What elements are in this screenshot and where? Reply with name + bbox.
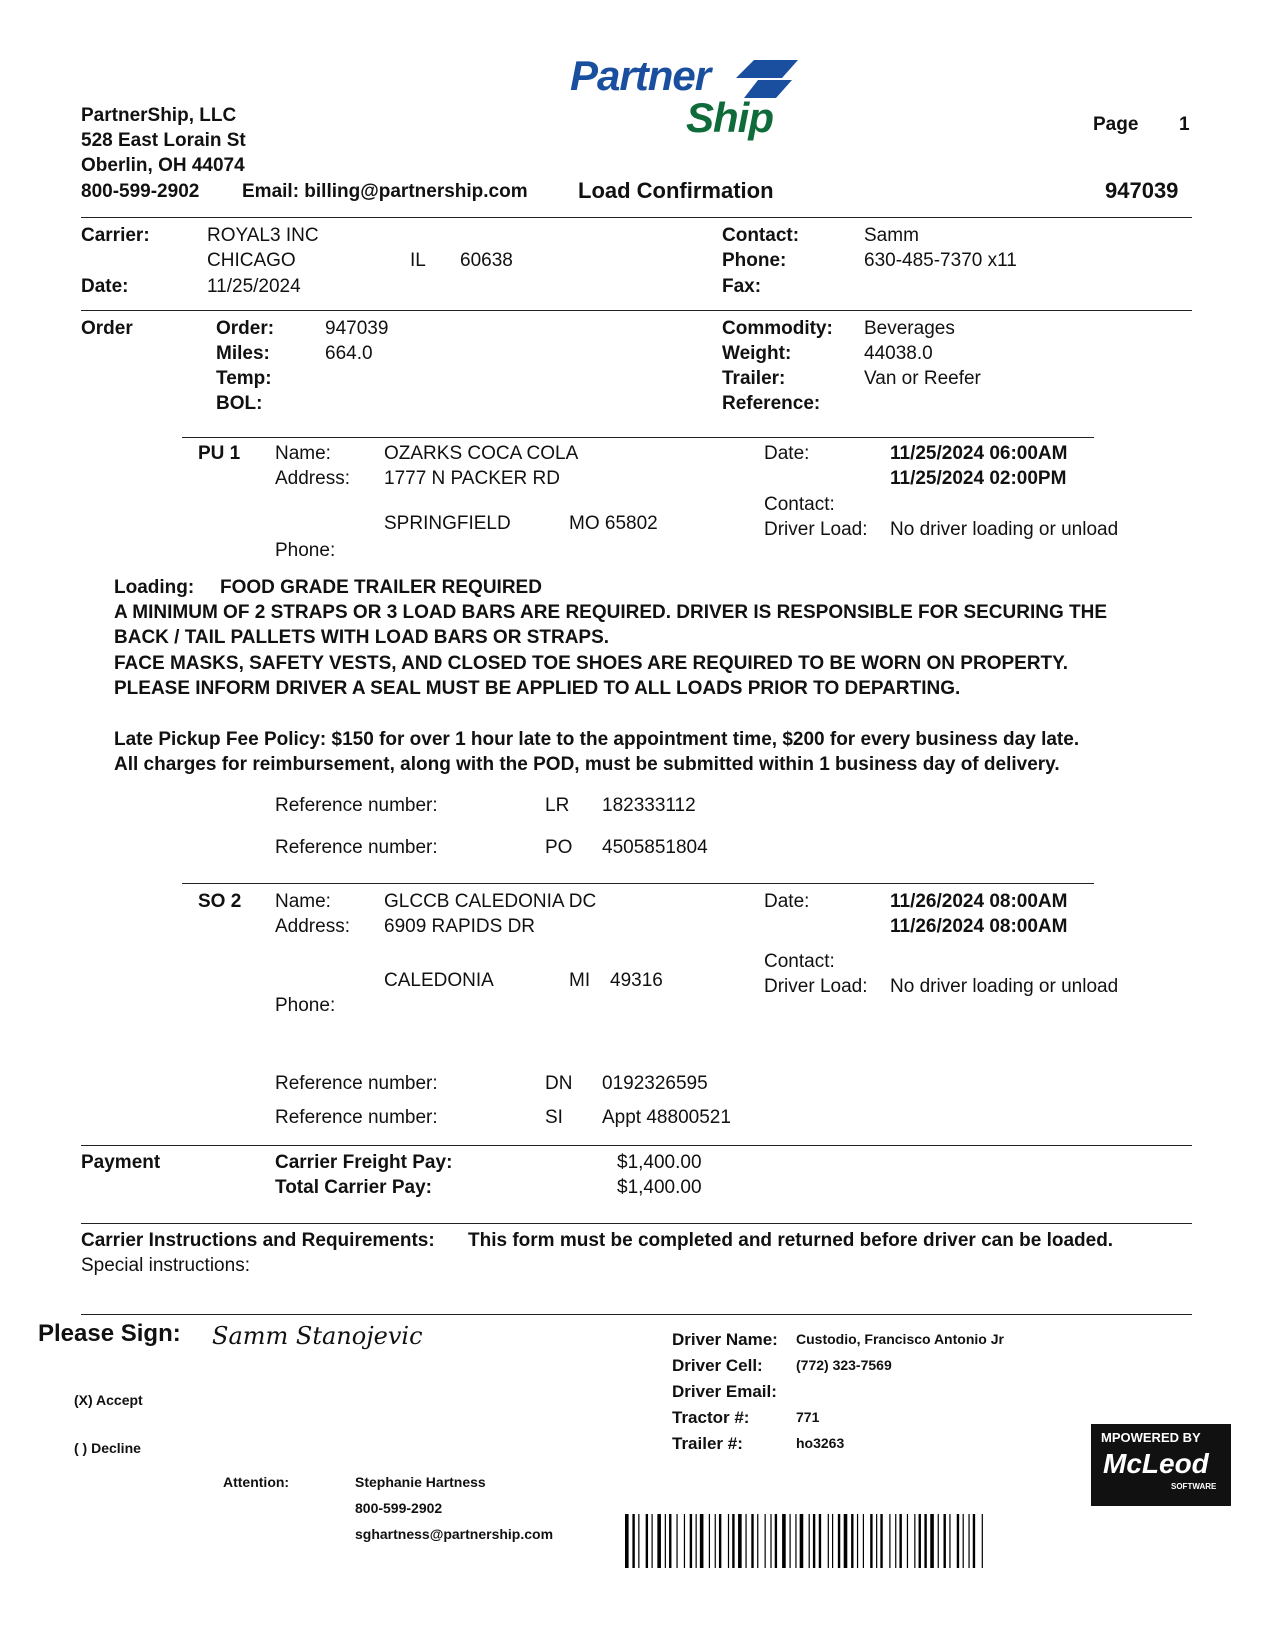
- barcode-bar: [657, 1514, 661, 1568]
- stop2-address: 6909 RAPIDS DR: [384, 916, 536, 937]
- stop2-date-2: 11/26/2024 08:00AM: [890, 916, 1068, 937]
- attention-email[interactable]: sghartness@partnership.com: [355, 1526, 554, 1542]
- powered-by-text: MPOWERED BY: [1101, 1430, 1201, 1445]
- barcode-bar: [914, 1514, 915, 1568]
- divider: [81, 310, 1192, 311]
- barcode-bar: [775, 1514, 777, 1568]
- stop2-label: SO 2: [198, 891, 242, 912]
- contact-label: Contact:: [722, 225, 800, 246]
- barcode-bar: [949, 1514, 950, 1568]
- barcode-bar: [770, 1514, 771, 1568]
- stop2-driver-load-label: Driver Load:: [764, 976, 868, 997]
- temp-label: Temp:: [216, 368, 272, 389]
- mcleod-logo: [1091, 1424, 1231, 1506]
- stop2-city: CALEDONIA: [384, 970, 494, 991]
- tractor-label: Tractor #:: [672, 1408, 750, 1427]
- company-street: 528 East Lorain St: [81, 130, 246, 151]
- trailer-number-label: Trailer #:: [672, 1434, 743, 1453]
- miles-value: 664.0: [325, 343, 373, 364]
- total-pay-label: Total Carrier Pay:: [275, 1177, 432, 1198]
- attention-label: Attention:: [223, 1474, 290, 1490]
- barcode-bar: [684, 1514, 685, 1568]
- document-title: Load Confirmation: [578, 178, 774, 203]
- pickup-name-label: Name:: [275, 443, 331, 464]
- barcode-bar: [665, 1514, 666, 1568]
- barcode-bar: [924, 1514, 926, 1568]
- barcode-bar: [715, 1514, 716, 1568]
- company-city: Oberlin, OH 44074: [81, 155, 245, 176]
- barcode-bar: [876, 1514, 877, 1568]
- instructions-requirement: This form must be completed and returned before driver can be loaded.: [468, 1230, 1114, 1251]
- order-label: Order:: [216, 318, 275, 339]
- stop2-contact-label: Contact:: [764, 951, 835, 972]
- decline-option[interactable]: ( ) Decline: [74, 1440, 141, 1456]
- reference-type: SI: [545, 1107, 563, 1128]
- company-name: PartnerShip, LLC: [81, 105, 237, 126]
- barcode-bar: [832, 1514, 833, 1568]
- barcode-bar: [919, 1514, 921, 1568]
- barcode-bar: [899, 1514, 901, 1568]
- weight-value: 44038.0: [864, 343, 933, 364]
- company-phone: 800-599-2902: [81, 181, 200, 202]
- barcode-bar: [700, 1514, 704, 1568]
- barcode-bar: [732, 1514, 734, 1568]
- carrier-label: Carrier:: [81, 225, 150, 246]
- reference-type: DN: [545, 1073, 573, 1094]
- carrier-name: ROYAL3 INC: [207, 225, 319, 246]
- loading-line: FACE MASKS, SAFETY VESTS, AND CLOSED TOE SHOES ARE REQUIRED TO BE WORN ON PROPERTY.: [114, 653, 1068, 674]
- total-pay-value: $1,400.00: [617, 1177, 702, 1198]
- barcode-bar: [944, 1514, 946, 1568]
- reference-value: 0192326595: [602, 1073, 708, 1094]
- pickup-date-label: Date:: [764, 443, 810, 464]
- carrier-city: CHICAGO: [207, 250, 296, 271]
- driver-cell-value: (772) 323-7569: [796, 1357, 892, 1373]
- barcode-bar: [638, 1514, 639, 1568]
- barcode-bar: [669, 1514, 671, 1568]
- loading-label: Loading:: [114, 577, 195, 598]
- barcode-bar: [844, 1514, 848, 1568]
- barcode-bar: [696, 1514, 697, 1568]
- stop2-driver-load: No driver loading or unload: [890, 976, 1119, 997]
- stop2-name-label: Name:: [275, 891, 331, 912]
- freight-pay-label: Carrier Freight Pay:: [275, 1152, 453, 1173]
- barcode-bar: [813, 1514, 815, 1568]
- barcode-bar: [795, 1514, 796, 1568]
- loading-line: FOOD GRADE TRAILER REQUIRED: [220, 577, 542, 598]
- please-sign-label: Please Sign:: [38, 1320, 181, 1347]
- barcode-bar: [625, 1514, 629, 1568]
- trailer-number-value: ho3263: [796, 1435, 845, 1451]
- pickup-driver-load: No driver loading or unload: [890, 519, 1119, 540]
- software-text: SOFTWARE: [1171, 1482, 1217, 1491]
- barcode-bar: [738, 1514, 742, 1568]
- phone-label: Phone:: [722, 250, 787, 271]
- commodity-value: Beverages: [864, 318, 955, 339]
- pickup-address: 1777 N PACKER RD: [384, 468, 560, 489]
- barcode-bar: [765, 1514, 766, 1568]
- policy-line: Late Pickup Fee Policy: $150 for over 1 hour late to the appointment time, $200 for every business day late.: [114, 729, 1080, 750]
- logo-text-ship: Ship: [686, 94, 773, 141]
- barcode-bar: [690, 1514, 692, 1568]
- barcode-bar: [957, 1514, 959, 1568]
- policy-line: All charges for reimbursement, along with the POD, must be submitted within 1 business day of delivery.: [114, 754, 1060, 775]
- page-number: 1: [1179, 114, 1190, 135]
- driver-name-label: Driver Name:: [672, 1330, 778, 1349]
- stop2-date-label: Date:: [764, 891, 810, 912]
- driver-name-value: Custodio, Francisco Antonio Jr: [796, 1331, 1004, 1347]
- carrier-state: IL: [410, 250, 426, 271]
- load-number: 947039: [1105, 178, 1179, 203]
- fax-label: Fax:: [722, 276, 762, 297]
- barcode-bar: [828, 1514, 829, 1568]
- order-number: 947039: [325, 318, 389, 339]
- barcode-bar: [895, 1514, 896, 1568]
- divider: [81, 217, 1192, 218]
- divider: [182, 437, 1094, 438]
- barcode-bar: [646, 1514, 648, 1568]
- barcode-bar: [652, 1514, 653, 1568]
- reference-number-label: Reference number:: [275, 1073, 438, 1094]
- reference-type: LR: [545, 795, 570, 816]
- barcode-bar: [676, 1514, 677, 1568]
- barcode-bar: [973, 1514, 975, 1568]
- partnership-logo: [568, 52, 808, 144]
- pickup-address-label: Address:: [275, 468, 350, 489]
- payment-section-label: Payment: [81, 1152, 161, 1173]
- miles-label: Miles:: [216, 343, 270, 364]
- barcode-bar: [800, 1514, 804, 1568]
- company-email: Email: billing@partnership.com: [242, 181, 528, 202]
- reference-value: Appt 48800521: [602, 1107, 731, 1128]
- pickup-phone-label: Phone:: [275, 540, 336, 561]
- barcode-bar: [782, 1514, 786, 1568]
- carrier-phone: 630-485-7370 x11: [864, 250, 1017, 271]
- carrier-contact: Samm: [864, 225, 919, 246]
- divider: [182, 883, 1094, 884]
- barcode-bar: [930, 1514, 934, 1568]
- freight-pay-value: $1,400.00: [617, 1152, 702, 1173]
- date-label: Date:: [81, 276, 129, 297]
- barcode-bar: [809, 1514, 810, 1568]
- commodity-label: Commodity:: [722, 318, 833, 339]
- loading-line: PLEASE INFORM DRIVER A SEAL MUST BE APPLIED TO ALL LOADS PRIOR TO DEPARTING.: [114, 678, 961, 699]
- trailer-value: Van or Reefer: [864, 368, 981, 389]
- loading-line: A MINIMUM OF 2 STRAPS OR 3 LOAD BARS ARE REQUIRED. DRIVER IS RESPONSIBLE FOR SECURING THE: [114, 602, 1108, 623]
- barcode-bar: [838, 1514, 840, 1568]
- reference-number-label: Reference number:: [275, 1107, 438, 1128]
- barcode-bar: [863, 1514, 864, 1568]
- attention-phone: 800-599-2902: [355, 1500, 443, 1516]
- barcode-bar: [938, 1514, 939, 1568]
- tractor-value: 771: [796, 1409, 820, 1425]
- barcode-bar: [889, 1514, 890, 1568]
- barcode-bar: [728, 1514, 729, 1568]
- barcode-bar: [751, 1514, 753, 1568]
- order-section-label: Order: [81, 318, 133, 339]
- barcode-bar: [880, 1514, 882, 1568]
- pickup-date-1: 11/25/2024 06:00AM: [890, 443, 1068, 464]
- weight-label: Weight:: [722, 343, 792, 364]
- barcode-bar: [632, 1514, 634, 1568]
- attention-name: Stephanie Hartness: [355, 1474, 486, 1490]
- logo-text-partner: Partner: [570, 52, 711, 99]
- trailer-label: Trailer:: [722, 368, 786, 389]
- barcode-bar: [851, 1514, 853, 1568]
- reference-number-label: Reference number:: [275, 837, 438, 858]
- barcode-bar: [968, 1514, 969, 1568]
- barcode-bar: [907, 1514, 908, 1568]
- special-instructions-label: Special instructions:: [81, 1255, 250, 1276]
- pickup-state-zip: MO 65802: [569, 513, 658, 534]
- pickup-city: SPRINGFIELD: [384, 513, 511, 534]
- barcode-bar: [819, 1514, 821, 1568]
- pickup-stop-label: PU 1: [198, 443, 241, 464]
- pickup-date-2: 11/25/2024 02:00PM: [890, 468, 1067, 489]
- stop2-address-label: Address:: [275, 916, 350, 937]
- signature-image: Samm Stanojevic: [212, 1322, 423, 1350]
- driver-email-label: Driver Email:: [672, 1382, 777, 1401]
- divider: [81, 1145, 1192, 1146]
- barcode: [625, 1514, 1115, 1568]
- barcode-bar: [982, 1514, 983, 1568]
- stop2-phone-label: Phone:: [275, 995, 336, 1016]
- barcode-bar: [870, 1514, 872, 1568]
- carrier-zip: 60638: [460, 250, 513, 271]
- stop2-zip: 49316: [610, 970, 663, 991]
- mcleod-text: McLeod: [1103, 1448, 1209, 1479]
- barcode-bar: [709, 1514, 710, 1568]
- reference-value: 4505851804: [602, 837, 708, 858]
- reference-number-label: Reference number:: [275, 795, 438, 816]
- stop2-state: MI: [569, 970, 591, 991]
- reference-label: Reference:: [722, 393, 821, 414]
- stop2-date-1: 11/26/2024 08:00AM: [890, 891, 1068, 912]
- pickup-name: OZARKS COCA COLA: [384, 443, 579, 464]
- reference-type: PO: [545, 837, 573, 858]
- divider: [81, 1223, 1192, 1224]
- barcode-bar: [790, 1514, 791, 1568]
- reference-value: 182333112: [602, 795, 696, 816]
- accept-option[interactable]: (X) Accept: [74, 1392, 143, 1408]
- pickup-driver-load-label: Driver Load:: [764, 519, 868, 540]
- barcode-bar: [745, 1514, 746, 1568]
- page-label: Page: [1093, 114, 1139, 135]
- loading-line: BACK / TAIL PALLETS WITH LOAD BARS OR STRAPS.: [114, 627, 610, 648]
- barcode-bar: [757, 1514, 758, 1568]
- driver-cell-label: Driver Cell:: [672, 1356, 763, 1375]
- pickup-contact-label: Contact:: [764, 494, 835, 515]
- instructions-heading: Carrier Instructions and Requirements:: [81, 1230, 435, 1251]
- barcode-bar: [963, 1514, 964, 1568]
- divider: [81, 1314, 1192, 1315]
- barcode-bar: [857, 1514, 858, 1568]
- barcode-bar: [719, 1514, 721, 1568]
- stop2-name: GLCCB CALEDONIA DC: [384, 891, 597, 912]
- carrier-date: 11/25/2024: [207, 276, 301, 297]
- bol-label: BOL:: [216, 393, 263, 414]
